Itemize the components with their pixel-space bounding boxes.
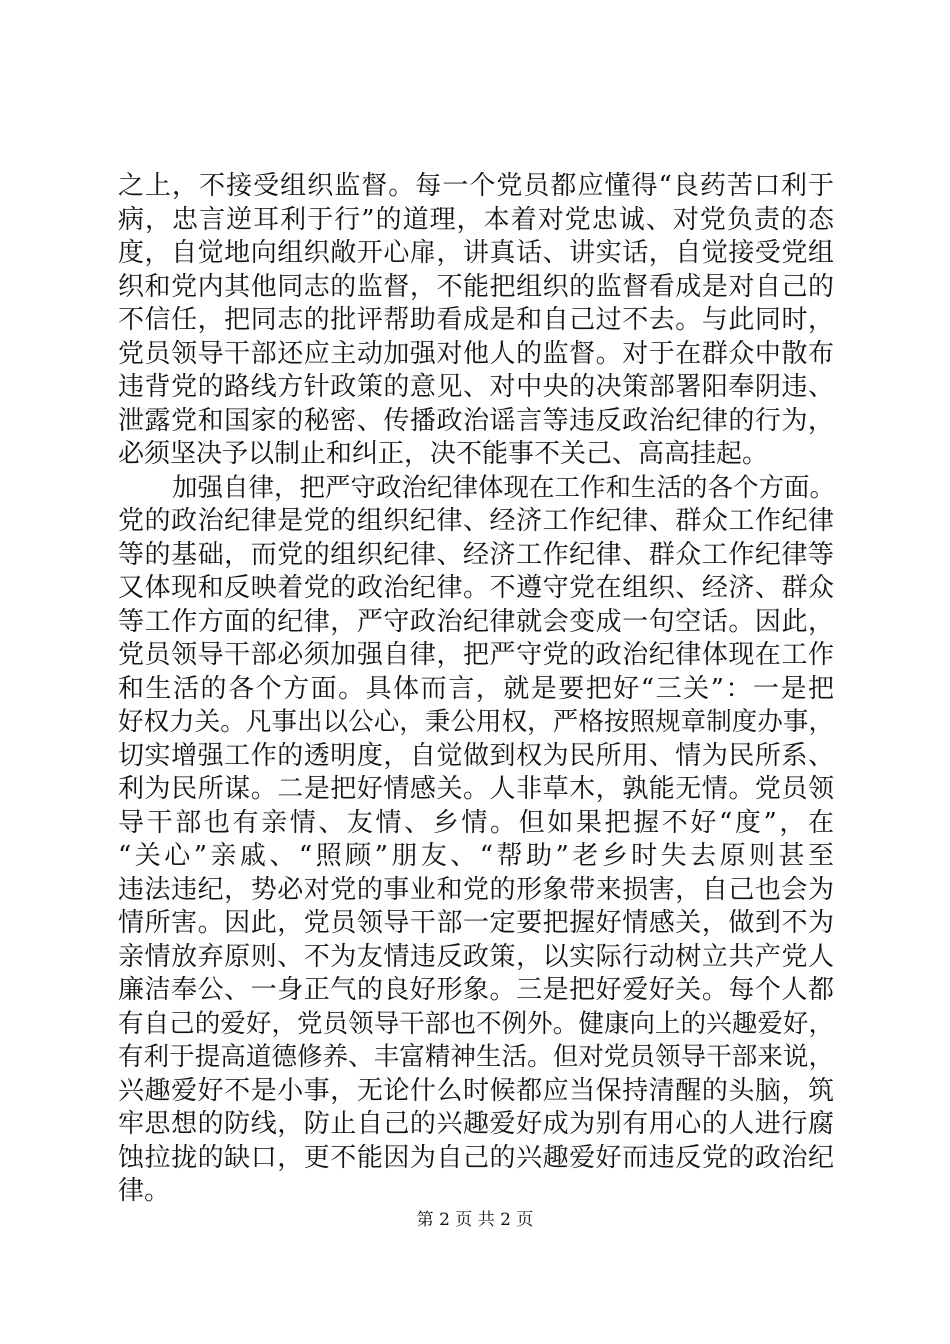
text-line: 党的政治纪律是党的组织纪律、经济工作纪律、群众工作纪律 bbox=[118, 506, 834, 536]
text-line: 病，忠言逆耳利于行”的道理，本着对党忠诚、对党负责的态 bbox=[118, 204, 834, 235]
text-line: 违法违纪，势必对党的事业和党的形象带来损害，自己也会为 bbox=[118, 874, 834, 905]
text-line: 又体现和反映着党的政治纪律。不遵守党在组织、经济、群众 bbox=[118, 573, 834, 603]
text-line: 亲情放弃原则、不为友情违反政策，以实际行动树立共产党人 bbox=[118, 941, 834, 972]
text-line: 有利于提高道德修养、丰富精神生活。但对党员领导干部来说， bbox=[118, 1042, 834, 1072]
text-line: 党员领导干部还应主动加强对他人的监督。对于在群众中散布 bbox=[118, 338, 834, 369]
text-line: 泄露党和国家的秘密、传播政治谣言等违反政治纪律的行为， bbox=[118, 405, 834, 436]
paragraph-1 bbox=[118, 170, 834, 472]
text-line: 违背党的路线方针政策的意见、对中央的决策部署阳奉阴违、 bbox=[118, 372, 834, 402]
text-line: 导干部也有亲情、友情、乡情。但如果把握不好“度”，在 bbox=[118, 807, 834, 838]
document-body bbox=[118, 170, 834, 1209]
page-number-footer: 第 2 页 共 2 页 bbox=[416, 1210, 534, 1230]
text-line: 兴趣爱好不是小事，无论什么时候都应当保持清醒的头脑，筑 bbox=[118, 1075, 834, 1106]
text-line: 必须坚决予以制止和纠正，决不能事不关己、高高挂起。 bbox=[118, 439, 769, 469]
text-line: 和生活的各个方面。具体而言，就是要把好“三关”：一是把 bbox=[118, 673, 834, 704]
text-line: 加强自律，把严守政治纪律体现在工作和生活的各个方面。 bbox=[172, 472, 836, 503]
text-line: 切实增强工作的透明度，自觉做到权为民所用、情为民所系、 bbox=[118, 740, 834, 771]
text-line: “关心”亲戚、“照顾”朋友、“帮助”老乡时失去原则甚至 bbox=[118, 841, 834, 871]
text-line: 织和党内其他同志的监督，不能把组织的监督看成是对自己的 bbox=[118, 271, 834, 302]
text-line: 蚀拉拢的缺口，更不能因为自己的兴趣爱好而违反党的政治纪 bbox=[118, 1142, 834, 1173]
text-line: 情所害。因此，党员领导干部一定要把握好情感关，做到不为 bbox=[118, 908, 834, 938]
text-line: 利为民所谋。二是把好情感关。人非草木，孰能无情。党员领 bbox=[118, 774, 834, 804]
text-line: 等工作方面的纪律，严守政治纪律就会变成一句空话。因此， bbox=[118, 606, 834, 637]
text-line: 等的基础，而党的组织纪律、经济工作纪律、群众工作纪律等 bbox=[118, 539, 834, 570]
text-line: 律。 bbox=[118, 1176, 171, 1206]
text-line: 有自己的爱好，党员领导干部也不例外。健康向上的兴趣爱好， bbox=[118, 1008, 834, 1039]
text-line: 廉洁奉公、一身正气的良好形象。三是把好爱好关。每个人都 bbox=[118, 975, 834, 1005]
text-line: 牢思想的防线，防止自己的兴趣爱好成为别有用心的人进行腐 bbox=[118, 1109, 834, 1139]
text-line: 度，自觉地向组织敞开心扉，讲真话、讲实话，自觉接受党组 bbox=[118, 238, 834, 268]
text-line: 好权力关。凡事出以公心，秉公用权，严格按照规章制度办事， bbox=[118, 707, 834, 737]
paragraph-2 bbox=[118, 472, 834, 1209]
text-line: 之上，不接受组织监督。每一个党员都应懂得“良药苦口利于 bbox=[118, 171, 834, 201]
text-line: 不信任，把同志的批评帮助看成是和自己过不去。与此同时， bbox=[118, 305, 834, 335]
text-line: 党员领导干部必须加强自律，把严守党的政治纪律体现在工作 bbox=[118, 640, 834, 670]
